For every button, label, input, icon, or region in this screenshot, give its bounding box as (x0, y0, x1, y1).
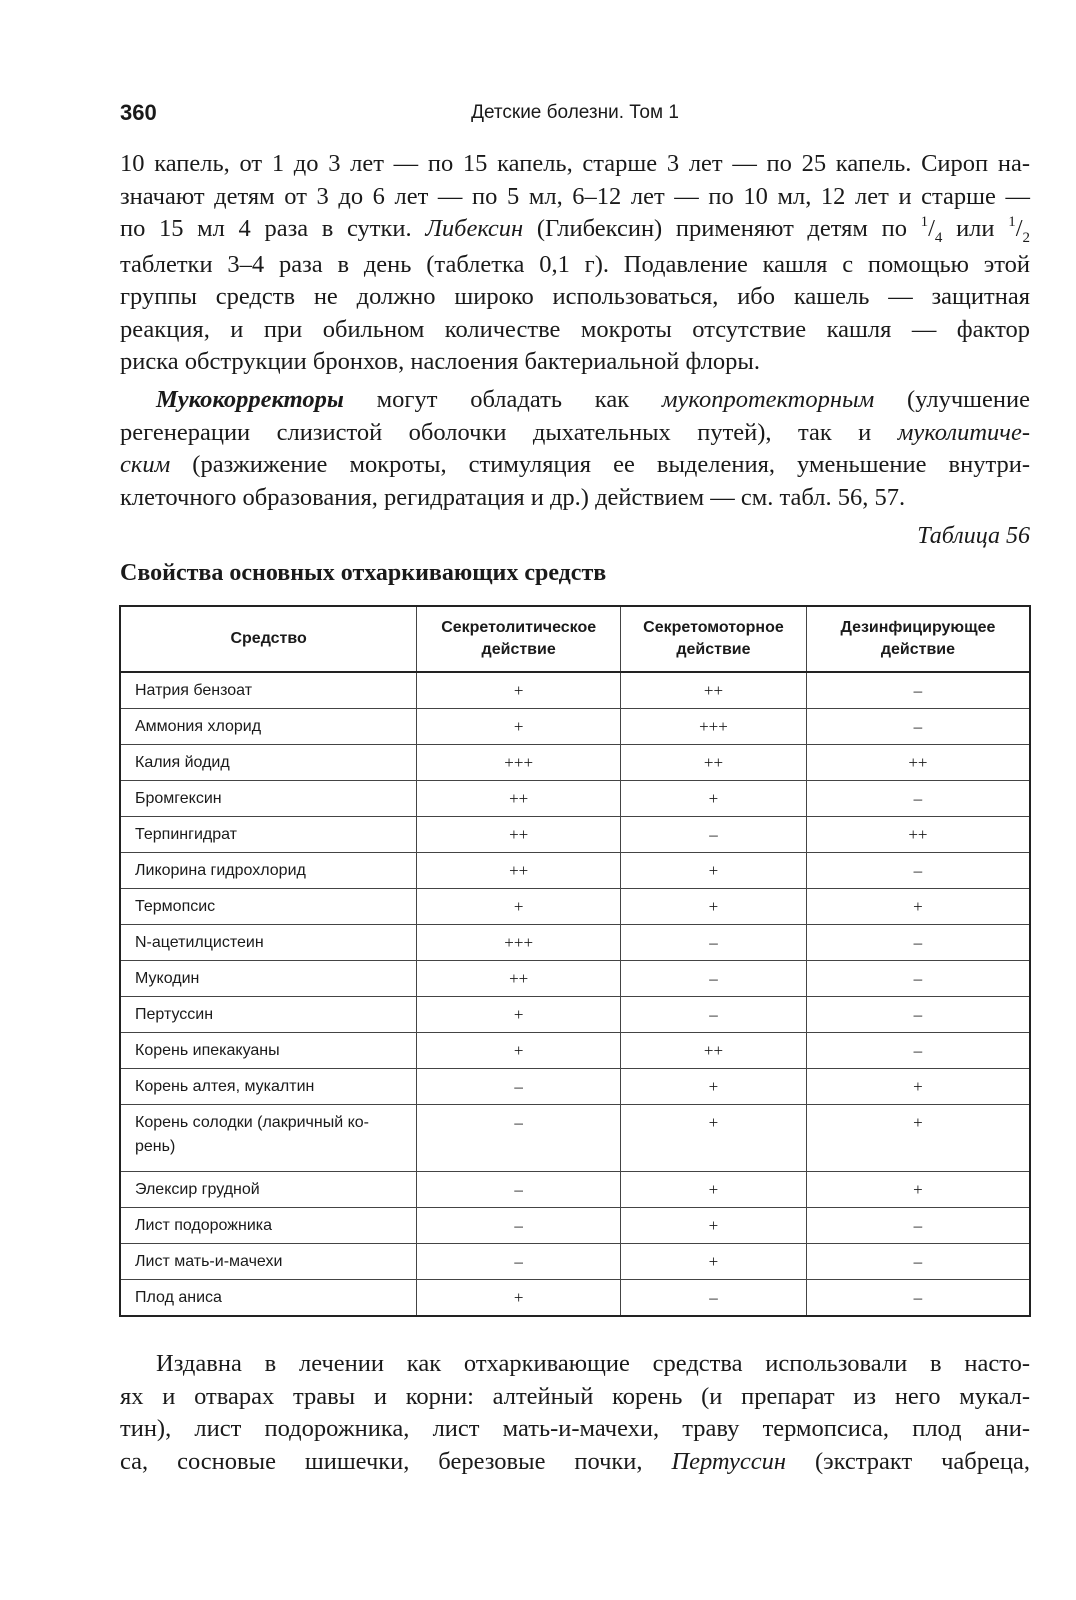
header-disinfecting: Дезинфицирующее действие (806, 606, 1030, 672)
cell-disinfecting: + (806, 1105, 1030, 1172)
cell-agent: Лист подорожника (120, 1208, 417, 1244)
cell-secretomotor: + (621, 1105, 807, 1172)
page-header (120, 100, 1030, 130)
cell-secretolytic: + (417, 1033, 621, 1069)
cell-disinfecting: ++ (806, 817, 1030, 853)
cell-agent: Бромгексин (120, 781, 417, 817)
term: муколитиче- (897, 418, 1030, 446)
cell-agent: Корень алтея, мукалтин (120, 1069, 417, 1105)
cell-agent: Мукодин (120, 961, 417, 997)
table-row (120, 997, 1030, 1033)
text-line: клеточного образования, регидратация и др.) действием — см. табл. 56, 57. (120, 483, 906, 511)
table-row (120, 709, 1030, 745)
table-row (120, 1033, 1030, 1069)
cell-disinfecting: – (806, 1244, 1030, 1280)
cell-agent: Лист мать-и-мачехи (120, 1244, 417, 1280)
text-line: Мукокорректоры могут обладать как мукопротекторным (улучшение (156, 386, 1030, 413)
table-header-row (120, 606, 1030, 672)
table-row (120, 1105, 1030, 1172)
cell-disinfecting: – (806, 1033, 1030, 1069)
table-row (120, 1172, 1030, 1208)
cell-secretolytic: +++ (417, 745, 621, 781)
cell-disinfecting: – (806, 1280, 1030, 1317)
cell-disinfecting: – (806, 1208, 1030, 1244)
text-line: риска обструкции бронхов, наслоения бактериальной флоры. (120, 348, 761, 375)
cell-agent: Корень ипекакуаны (120, 1033, 417, 1069)
cell-secretomotor: + (621, 1208, 807, 1244)
table-row (120, 672, 1030, 709)
table-row (120, 925, 1030, 961)
paragraph-2 (120, 384, 1030, 514)
cell-disinfecting: – (806, 853, 1030, 889)
cell-secretomotor: ++ (621, 745, 807, 781)
term: ским (120, 451, 171, 478)
table-row (120, 781, 1030, 817)
cell-agent: Плод аниса (120, 1280, 417, 1317)
cell-disinfecting: – (806, 997, 1030, 1033)
cell-agent: Терпингидрат (120, 817, 417, 853)
cell-agent: Аммония хлорид (120, 709, 417, 745)
cell-disinfecting: ++ (806, 745, 1030, 781)
drug-name: Либексин (425, 215, 524, 242)
table-row (120, 961, 1030, 997)
cell-secretolytic: – (417, 1244, 621, 1280)
cell-agent: Калия йодид (120, 745, 417, 781)
table-row (120, 1280, 1030, 1317)
cell-secretolytic: ++ (417, 817, 621, 853)
text-line: группы средств не должно широко использоваться, ибо кашель — защитная (120, 283, 1030, 310)
cell-agent: Корень солодки (лакричный ко-рень) (120, 1105, 417, 1172)
expectorants-table (119, 605, 1031, 1317)
text-line: таблетки 3–4 раза в день (таблетка 0,1 г). Подавление кашля с помощью этой (120, 250, 1030, 278)
text-line: регенерации слизистой оболочки дыхательных путей), так и муколитиче- (120, 418, 1030, 446)
cell-agent: N-ацетилцистеин (120, 925, 417, 961)
paragraph-3 (120, 1348, 1030, 1478)
cell-agent: Термопсис (120, 889, 417, 925)
cell-agent: Пертуссин (120, 997, 417, 1033)
cell-secretolytic: – (417, 1172, 621, 1208)
text-line: тин), лист подорожника, лист мать-и-мачехи, траву термопсиса, плод ани- (120, 1415, 1030, 1442)
cell-secretomotor: ++ (621, 672, 807, 709)
cell-secretolytic: – (417, 1105, 621, 1172)
running-title: Детские болезни. Том 1 (471, 102, 679, 123)
cell-secretolytic: + (417, 889, 621, 925)
cell-secretomotor: – (621, 961, 807, 997)
cell-disinfecting: – (806, 925, 1030, 961)
cell-secretomotor: + (621, 1172, 807, 1208)
cell-secretomotor: – (621, 817, 807, 853)
header-secretomotor: Секретомоторное действие (621, 606, 807, 672)
cell-agent: Элексир грудной (120, 1172, 417, 1208)
cell-secretolytic: – (417, 1208, 621, 1244)
table-row (120, 853, 1030, 889)
cell-secretolytic: + (417, 672, 621, 709)
cell-secretomotor: +++ (621, 709, 807, 745)
text-line: реакция, и при обильном количестве мокроты отсутствие кашля — фактор (120, 315, 1030, 343)
cell-secretomotor: + (621, 1069, 807, 1105)
drug-name: Пертуссин (671, 1447, 787, 1475)
text-line: ским (разжижение мокроты, стимуляция ее выделения, уменьшение внутри- (120, 451, 1030, 478)
cell-secretomotor: + (621, 889, 807, 925)
cell-secretomotor: ++ (621, 1033, 807, 1069)
cell-secretomotor: – (621, 1280, 807, 1317)
page-number: 360 (120, 100, 157, 125)
cell-disinfecting: – (806, 781, 1030, 817)
cell-disinfecting: – (806, 672, 1030, 709)
text-line: 10 капель, от 1 до 3 лет — по 15 капель, старше 3 лет — по 25 капель. Сироп на- (120, 150, 1030, 177)
cell-secretolytic: + (417, 997, 621, 1033)
cell-disinfecting: + (806, 1172, 1030, 1208)
text-line: значают детям от 3 до 6 лет — по 5 мл, 6–12 лет — по 10 мл, 12 лет и старше — (120, 182, 1030, 210)
cell-agent: Натрия бензоат (120, 672, 417, 709)
cell-secretomotor: + (621, 853, 807, 889)
text-line: са, сосновые шишечки, березовые почки, Пертуссин (экстракт чабреца, (120, 1447, 1031, 1475)
table-row (120, 889, 1030, 925)
cell-agent: Ликорина гидрохлорид (120, 853, 417, 889)
term: Мукокорректоры (156, 386, 344, 413)
cell-disinfecting: + (806, 889, 1030, 925)
table-row (120, 1208, 1030, 1244)
table-row (120, 1069, 1030, 1105)
cell-disinfecting: – (806, 961, 1030, 997)
cell-disinfecting: – (806, 709, 1030, 745)
paragraph-1 (120, 148, 1030, 379)
table-row (120, 817, 1030, 853)
header-secretolytic: Секретолитическое действие (417, 606, 621, 672)
table-title: Свойства основных отхаркивающих средств (120, 560, 607, 586)
text-line: по 15 мл 4 раза в сутки. Либексин (Глибексин) применяют детям по $^1/_4$ или $^1/_2$ (120, 214, 1030, 246)
text-line: Издавна в лечении как отхаркивающие средства использовали в насто- (156, 1350, 1030, 1377)
cell-secretolytic: + (417, 1280, 621, 1317)
table-caption: Таблица 56 (917, 523, 1030, 549)
cell-disinfecting: + (806, 1069, 1030, 1105)
cell-secretomotor: – (621, 997, 807, 1033)
cell-secretomotor: – (621, 925, 807, 961)
text-line: ях и отварах травы и корни: алтейный корень (и препарат из него мукал- (120, 1382, 1030, 1410)
cell-secretolytic: – (417, 1069, 621, 1105)
table-row (120, 745, 1030, 781)
cell-secretolytic: +++ (417, 925, 621, 961)
cell-secretomotor: + (621, 1244, 807, 1280)
table-row (120, 1244, 1030, 1280)
cell-secretolytic: ++ (417, 781, 621, 817)
cell-secretomotor: + (621, 781, 807, 817)
cell-secretolytic: ++ (417, 961, 621, 997)
cell-secretolytic: ++ (417, 853, 621, 889)
term: мукопротекторным (661, 386, 875, 413)
header-agent: Средство (120, 606, 417, 672)
cell-secretolytic: + (417, 709, 621, 745)
